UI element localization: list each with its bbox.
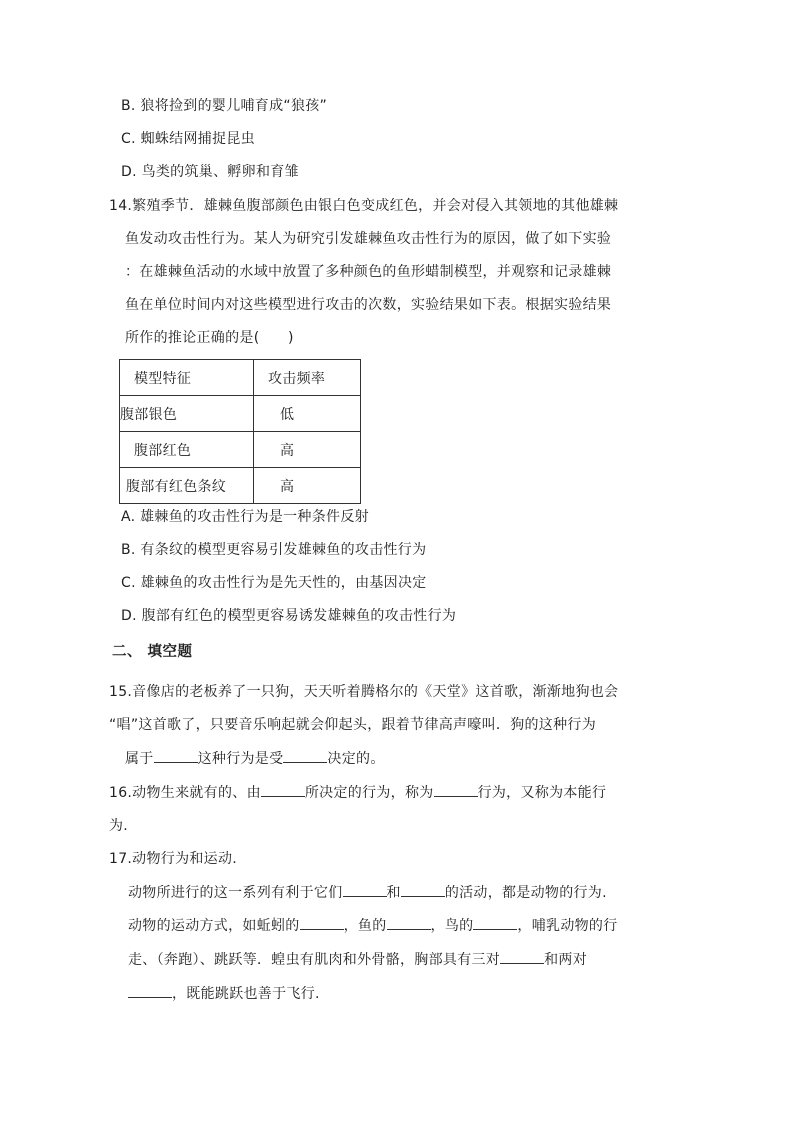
answer-blank[interactable]: [401, 882, 445, 897]
q14-option-d: D. 腹部有红色的模型更容易诱发雄棘鱼的攻击性行为: [121, 608, 457, 624]
table-cell-feature: 腹部银色: [120, 396, 254, 432]
answer-blank[interactable]: [434, 782, 478, 797]
table-cell-frequency: 高: [254, 432, 361, 468]
table-cell-feature: 腹部有红色条纹: [120, 468, 254, 504]
table-row: [120, 432, 361, 468]
q15-line-1: 15.音像店的老板养了一只狗，天天听着腾格尔的《天堂》这首歌，渐渐地狗也会: [109, 684, 619, 700]
q14-option-a: A. 雄棘鱼的攻击性行为是一种条件反射: [121, 509, 369, 525]
q17-line-2: 动物的运动方式，如蚯蚓的 ，鱼的 ，鸟的 ，哺乳动物的行: [128, 915, 618, 936]
q15-line-2: “唱”这首歌了，只要音乐响起就会仰起头，跟着节律高声嚎叫．狗的这种行为: [109, 717, 597, 733]
q17-title: 17.动物行为和运动.: [109, 851, 238, 867]
q17-line-1: 动物所进行的这一系列有利于它们 和 的活动，都是动物的行为.: [128, 882, 607, 903]
answer-blank[interactable]: [500, 949, 544, 964]
answer-blank[interactable]: [387, 915, 431, 930]
answer-blank[interactable]: [128, 983, 172, 998]
q13-option-b: B. 狼将捡到的婴儿哺育成“狼孩”: [121, 98, 328, 114]
table-header-row: [120, 360, 361, 396]
q16-line-2: 为.: [109, 818, 129, 834]
table-header-feature: 模型特征: [120, 360, 254, 396]
table-cell-frequency: 高: [254, 468, 361, 504]
q13-option-d: D. 鸟类的筑巢、孵卵和育雏: [121, 164, 299, 180]
q14-stem-line-2: 鱼发动攻击性行为。某人为研究引发雄棘鱼攻击性行为的原因，做了如下实验: [125, 231, 612, 247]
table-row: [120, 396, 361, 432]
answer-blank[interactable]: [283, 748, 327, 763]
model-attack-table: [119, 359, 361, 504]
q17-line-3: 走、（奔跑）、跳跃等．蝗虫有肌肉和外骨骼，胸部具有三对 和两对: [128, 949, 587, 970]
answer-blank[interactable]: [154, 748, 198, 763]
q15-line-3: 属于 这种行为是受 决定的。: [125, 748, 385, 769]
q14-stem-line-4: 鱼在单位时间内对这些模型进行攻击的次数，实验结果如下表。根据实验结果: [125, 297, 612, 313]
q14-option-b: B. 有条纹的模型更容易引发雄棘鱼的攻击性行为: [121, 542, 427, 558]
table-header-frequency: 攻击频率: [254, 360, 361, 396]
answer-blank[interactable]: [343, 882, 387, 897]
q13-option-c: C. 蜘蛛结网捕捉昆虫: [121, 131, 255, 147]
answer-blank[interactable]: [261, 782, 305, 797]
q14-stem-line-5: 所作的推论正确的是( ): [125, 330, 294, 346]
q16-line-1: 16.动物生来就有的、由 所决定的行为，称为 行为，又称为本能行: [109, 782, 606, 803]
q17-line-4: ，既能跳跃也善于飞行.: [128, 983, 320, 1004]
q14-stem-line-3: ：在雄棘鱼活动的水域中放置了多种颜色的鱼形蜡制模型，并观察和记录雄棘: [125, 264, 612, 280]
table-cell-feature: 腹部红色: [120, 432, 254, 468]
section-heading-fill-in: 二、 填空题: [112, 644, 193, 660]
table-row: [120, 468, 361, 504]
q14-stem-line-1: 14.繁殖季节．雄棘鱼腹部颜色由银白色变成红色，并会对侵入其领地的其他雄棘: [109, 198, 619, 214]
answer-blank[interactable]: [300, 915, 344, 930]
table-cell-frequency: 低: [254, 396, 361, 432]
q14-option-c: C. 雄棘鱼的攻击性行为是先天性的，由基因决定: [121, 575, 427, 591]
answer-blank[interactable]: [473, 915, 517, 930]
